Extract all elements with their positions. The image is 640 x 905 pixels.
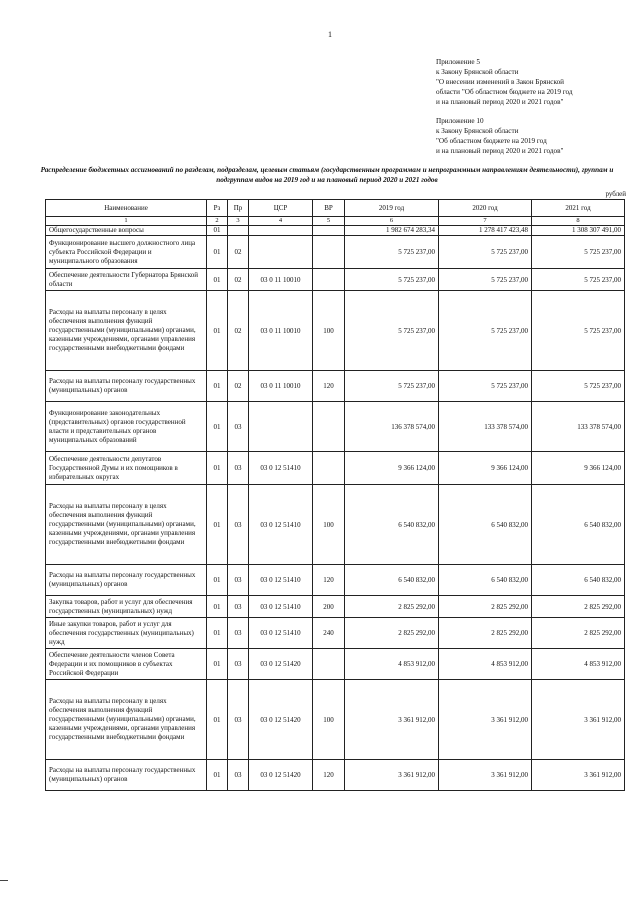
column-number-row: [46, 217, 625, 226]
row-rz-cell: 01: [207, 649, 228, 680]
row-pr-cell: 02: [228, 236, 249, 269]
currency-unit: рублей: [605, 190, 626, 198]
row-2020-cell: 133 378 574,00: [439, 402, 532, 452]
row-vr-cell: 120: [313, 760, 345, 791]
table-row: [46, 291, 625, 371]
table-row: [46, 649, 625, 680]
row-name-cell: Расходы на выплаты персоналу государственных (муниципальных) органов: [46, 565, 207, 596]
row-name-cell: Закупка товаров, работ и услуг для обеспечения государственных (муниципальных) нужд: [46, 596, 207, 618]
header-cell: Пр: [228, 200, 249, 217]
row-rz-cell: 01: [207, 596, 228, 618]
row-pr-cell: 02: [228, 371, 249, 402]
row-vr-cell: [313, 269, 345, 291]
row-2020-cell: 9 366 124,00: [439, 452, 532, 485]
row-csr-cell: 03 0 11 10010: [249, 371, 313, 402]
appendix-10-line: к Закону Брянской области: [436, 127, 519, 135]
row-2021-cell: 2 825 292,00: [532, 596, 625, 618]
header-cell: 2020 год: [439, 200, 532, 217]
row-name-cell: Обеспечение деятельности Губернатора Брянской области: [46, 269, 207, 291]
row-csr-cell: 03 0 11 10010: [249, 269, 313, 291]
row-2020-cell: 1 278 417 423,48: [439, 226, 532, 236]
row-name-cell: Функционирование высшего должностного лица субъекта Российской Федерации и муниципального образования: [46, 236, 207, 269]
row-2020-cell: 2 825 292,00: [439, 596, 532, 618]
row-pr-cell: 03: [228, 596, 249, 618]
row-2020-cell: 2 825 292,00: [439, 618, 532, 649]
row-name-cell: Иные закупки товаров, работ и услуг для обеспечения государственных (муниципальных) нужд: [46, 618, 207, 649]
row-rz-cell: 01: [207, 485, 228, 565]
row-2019-cell: 4 853 912,00: [345, 649, 439, 680]
row-2020-cell: 4 853 912,00: [439, 649, 532, 680]
header-cell: ЦСР: [249, 200, 313, 217]
row-rz-cell: 01: [207, 680, 228, 760]
appendix-10-line: "Об областном бюджете на 2019 год: [436, 137, 547, 145]
row-2019-cell: 136 378 574,00: [345, 402, 439, 452]
row-2019-cell: 5 725 237,00: [345, 236, 439, 269]
header-cell: Рз: [207, 200, 228, 217]
table-row: [46, 565, 625, 596]
row-rz-cell: 01: [207, 618, 228, 649]
row-pr-cell: 03: [228, 649, 249, 680]
row-csr-cell: 03 0 12 51420: [249, 680, 313, 760]
table-row: [46, 452, 625, 485]
row-pr-cell: 03: [228, 452, 249, 485]
row-vr-cell: [313, 452, 345, 485]
row-name-cell: Расходы на выплаты персоналу государственных (муниципальных) органов: [46, 760, 207, 791]
row-2019-cell: 3 361 912,00: [345, 680, 439, 760]
row-2021-cell: 9 366 124,00: [532, 452, 625, 485]
row-csr-cell: 03 0 12 51410: [249, 485, 313, 565]
row-name-cell: Расходы на выплаты персоналу в целях обеспечения выполнения функций государственными (муниципальными) органами, казенными учреждениями, органами управления государственными внебюджетными фондами: [46, 485, 207, 565]
row-rz-cell: 01: [207, 269, 228, 291]
row-name-cell: Обеспечение деятельности членов Совета Федерации и их помощников в субъектах Российской Федерации: [46, 649, 207, 680]
row-vr-cell: 100: [313, 680, 345, 760]
row-csr-cell: 03 0 11 10010: [249, 291, 313, 371]
appendix-5-line: области "Об областном бюджете на 2019 год: [436, 88, 573, 96]
page-number: 1: [328, 30, 332, 39]
row-csr-cell: 03 0 12 51420: [249, 649, 313, 680]
row-rz-cell: 01: [207, 565, 228, 596]
row-2019-cell: 1 982 674 283,34: [345, 226, 439, 236]
row-2019-cell: 6 540 832,00: [345, 485, 439, 565]
table-row: [46, 371, 625, 402]
row-csr-cell: 03 0 12 51410: [249, 596, 313, 618]
table-row: [46, 596, 625, 618]
row-pr-cell: 03: [228, 565, 249, 596]
row-pr-cell: 02: [228, 269, 249, 291]
appendix-5-line: к Закону Брянской области: [436, 68, 519, 76]
document-title: Распределение бюджетных ассигнований по разделам, подразделам, целевым статьям (государственным программам и непрограммным направлениям деятельности), группам и подгруппам видов на 2019 год и на плановый период 2020 и 2021 годов: [40, 166, 614, 184]
row-pr-cell: 03: [228, 760, 249, 791]
row-vr-cell: 100: [313, 291, 345, 371]
header-cell: 2021 год: [532, 200, 625, 217]
row-2020-cell: 5 725 237,00: [439, 236, 532, 269]
column-number-cell: 6: [345, 217, 439, 226]
row-vr-cell: 120: [313, 565, 345, 596]
row-2019-cell: 3 361 912,00: [345, 760, 439, 791]
row-name-cell: Расходы на выплаты персоналу в целях обеспечения выполнения функций государственными (муниципальными) органами, казенными учреждениями, органами управления государственными внебюджетными фондами: [46, 680, 207, 760]
row-2019-cell: 9 366 124,00: [345, 452, 439, 485]
row-csr-cell: 03 0 12 51410: [249, 618, 313, 649]
row-2021-cell: 5 725 237,00: [532, 236, 625, 269]
row-rz-cell: 01: [207, 371, 228, 402]
row-2020-cell: 3 361 912,00: [439, 760, 532, 791]
row-2019-cell: 2 825 292,00: [345, 618, 439, 649]
row-2021-cell: 133 378 574,00: [532, 402, 625, 452]
appendix-10-line: Приложение 10: [436, 117, 484, 125]
column-number-cell: 2: [207, 217, 228, 226]
row-2019-cell: 5 725 237,00: [345, 291, 439, 371]
row-name-cell: Функционирование законодательных (представительных) органов государственной власти и представительных органов муниципальных образований: [46, 402, 207, 452]
row-2020-cell: 5 725 237,00: [439, 291, 532, 371]
appendix-10-header: [436, 116, 563, 156]
row-2021-cell: 3 361 912,00: [532, 680, 625, 760]
row-2021-cell: 4 853 912,00: [532, 649, 625, 680]
row-vr-cell: 100: [313, 485, 345, 565]
row-name-cell: Расходы на выплаты персоналу в целях обеспечения выполнения функций государственными (муниципальными) органами, казенными учреждениями, органами управления государственными внебюджетными фондами: [46, 291, 207, 371]
row-rz-cell: 01: [207, 226, 228, 236]
row-rz-cell: 01: [207, 236, 228, 269]
table-header-row: [46, 200, 625, 217]
row-rz-cell: 01: [207, 760, 228, 791]
column-number-cell: 1: [46, 217, 207, 226]
scan-edge-mark: [0, 880, 8, 881]
row-2020-cell: 6 540 832,00: [439, 565, 532, 596]
table-row: [46, 269, 625, 291]
row-vr-cell: [313, 226, 345, 236]
table-row: [46, 760, 625, 791]
row-pr-cell: 03: [228, 485, 249, 565]
table-row: [46, 402, 625, 452]
row-2021-cell: 5 725 237,00: [532, 291, 625, 371]
table-total-row: [46, 226, 625, 236]
column-number-cell: 8: [532, 217, 625, 226]
row-csr-cell: [249, 236, 313, 269]
row-2021-cell: 3 361 912,00: [532, 760, 625, 791]
row-pr-cell: 02: [228, 291, 249, 371]
column-number-cell: 7: [439, 217, 532, 226]
table-row: [46, 485, 625, 565]
budget-table: [45, 199, 625, 791]
row-2019-cell: 6 540 832,00: [345, 565, 439, 596]
table-row: [46, 680, 625, 760]
row-name-cell: Расходы на выплаты персоналу государственных (муниципальных) органов: [46, 371, 207, 402]
appendix-5-line: и на плановый период 2020 и 2021 годов": [436, 98, 564, 106]
row-csr-cell: [249, 402, 313, 452]
row-2021-cell: 6 540 832,00: [532, 485, 625, 565]
row-pr-cell: 03: [228, 680, 249, 760]
row-rz-cell: 01: [207, 291, 228, 371]
row-2020-cell: 5 725 237,00: [439, 371, 532, 402]
row-vr-cell: [313, 649, 345, 680]
appendix-5-line: Приложение 5: [436, 58, 480, 66]
column-number-cell: 3: [228, 217, 249, 226]
row-name-cell: Обеспечение деятельности депутатов Государственной Думы и их помощников в избирательных округах: [46, 452, 207, 485]
row-2021-cell: 5 725 237,00: [532, 269, 625, 291]
row-2020-cell: 5 725 237,00: [439, 269, 532, 291]
header-cell: ВР: [313, 200, 345, 217]
row-2019-cell: 2 825 292,00: [345, 596, 439, 618]
row-2019-cell: 5 725 237,00: [345, 269, 439, 291]
row-rz-cell: 01: [207, 452, 228, 485]
row-2020-cell: 6 540 832,00: [439, 485, 532, 565]
appendix-10-line: и на плановый период 2020 и 2021 годов": [436, 147, 564, 155]
row-csr-cell: 03 0 12 51410: [249, 452, 313, 485]
row-pr-cell: 03: [228, 618, 249, 649]
row-2020-cell: 3 361 912,00: [439, 680, 532, 760]
row-2021-cell: 6 540 832,00: [532, 565, 625, 596]
row-2019-cell: 5 725 237,00: [345, 371, 439, 402]
table-row: [46, 236, 625, 269]
appendix-5-line: "О внесении изменений в Закон Брянской: [436, 78, 565, 86]
row-vr-cell: [313, 236, 345, 269]
header-cell: 2019 год: [345, 200, 439, 217]
row-2021-cell: 2 825 292,00: [532, 618, 625, 649]
column-number-cell: 5: [313, 217, 345, 226]
column-number-cell: 4: [249, 217, 313, 226]
appendix-5-header: [436, 57, 573, 107]
row-2021-cell: 1 308 307 491,00: [532, 226, 625, 236]
row-2021-cell: 5 725 237,00: [532, 371, 625, 402]
row-csr-cell: 03 0 12 51420: [249, 760, 313, 791]
row-csr-cell: [249, 226, 313, 236]
row-vr-cell: [313, 402, 345, 452]
row-pr-cell: 03: [228, 402, 249, 452]
row-vr-cell: 200: [313, 596, 345, 618]
header-cell: Наименование: [46, 200, 207, 217]
row-rz-cell: 01: [207, 402, 228, 452]
row-pr-cell: [228, 226, 249, 236]
row-csr-cell: 03 0 12 51410: [249, 565, 313, 596]
row-name-cell: Общегосударственные вопросы: [46, 226, 207, 236]
row-vr-cell: 120: [313, 371, 345, 402]
table-row: [46, 618, 625, 649]
row-vr-cell: 240: [313, 618, 345, 649]
